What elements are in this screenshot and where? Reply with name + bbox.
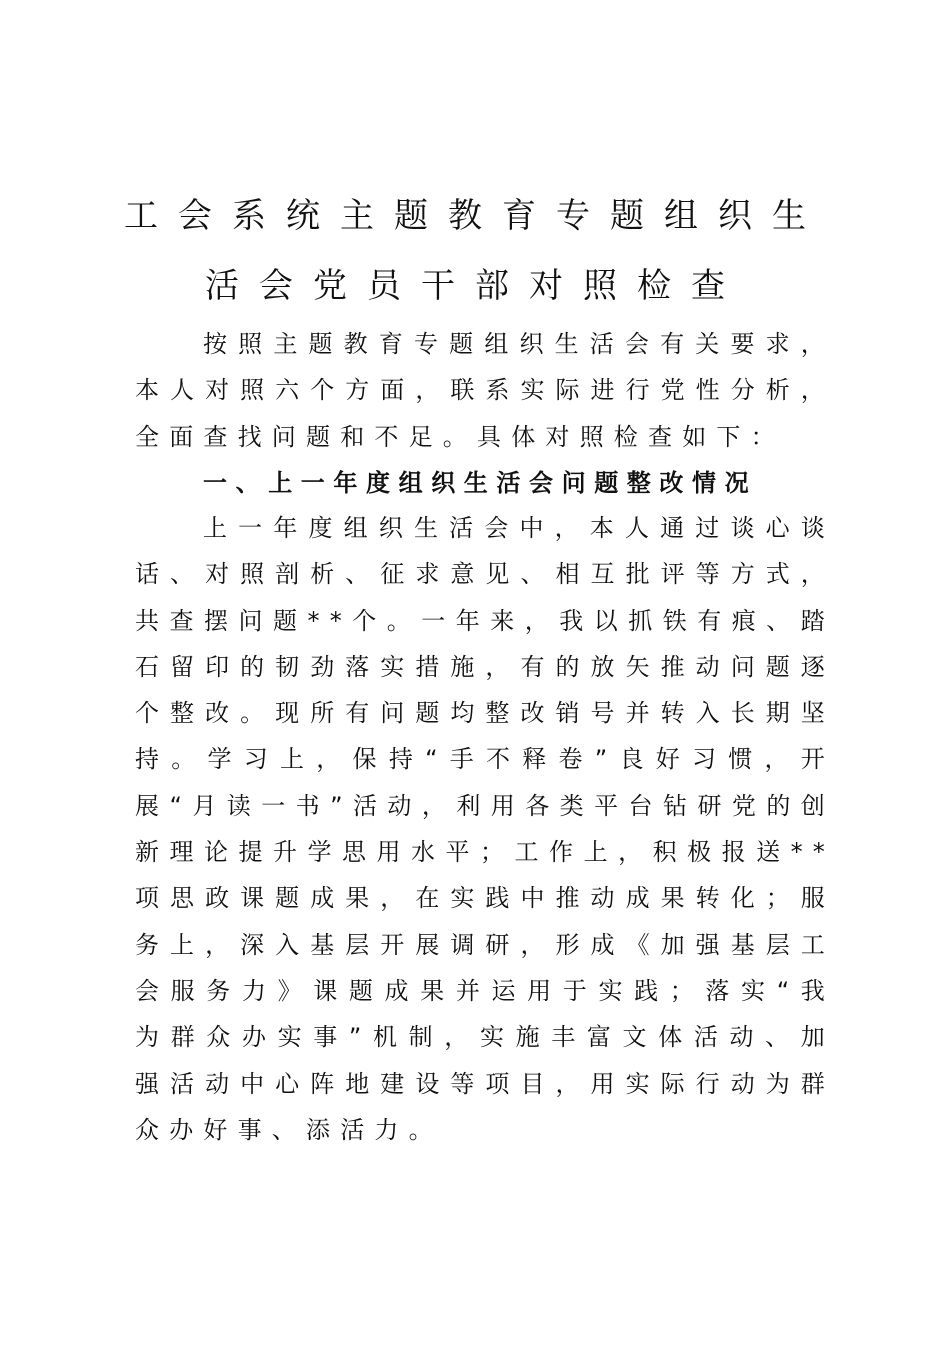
body-paragraph: 上一年度组织生活会中，本人通过谈心谈话、对照剖析、征求意见、相互批评等方式，共查摆问题**个。一年来，我以抓铁有痕、踏石留印的韧劲落实措施，有的放矢推动问题逐个整改。现所有问题均整改销号并转入长期坚持。学习上，保持“手不释卷”良好习惯，开展“月读一书”活动，利用各类平台钻研党的创新理论提升学思用水平；工作上，积极报送**项思政课题成果，在实践中推动成果转化；服务上，深入基层开展调研，形成《加强基层工会服务力》课题成果并运用于实践；落实“我为群众办实事”机制，实施丰富文体活动、加强活动中心阵地建设等项目，用实际行动为群众办好事、添活力。 [135,514,835,1144]
section-heading: 一、上一年度组织生活会问题整改情况 [203,469,758,497]
document-title-line-2: 活会党员干部对照检查 [205,266,745,306]
intro-paragraph: 按照主题教育专题组织生活会有关要求，本人对照六个方面，联系实际进行党性分析，全面查找问题和不足。具体对照检查如下： [135,330,835,451]
document-title-line-1: 工会系统主题教育专题组织生 [124,196,826,236]
